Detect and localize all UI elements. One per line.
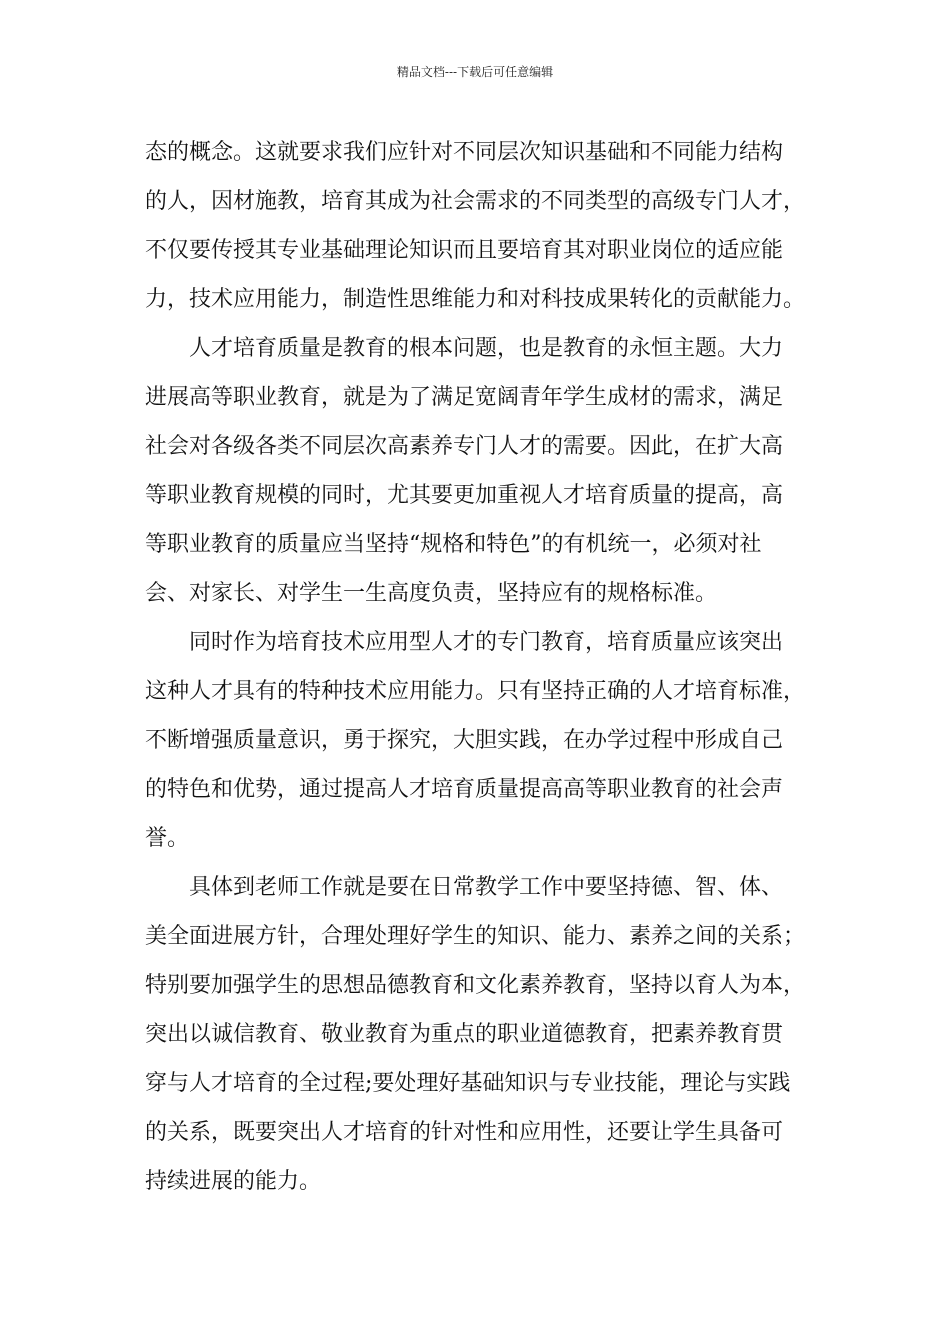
paragraph-line: 美全面进展方针，合理处理好学生的知识、能力、素养之间的关系； xyxy=(145,924,806,949)
paragraph-line: 这种人才具有的特种技术应用能力。只有坚持正确的人才培育标准， xyxy=(145,679,806,704)
paragraph-line: 的人，因材施教，培育其成为社会需求的不同类型的高级专门人才， xyxy=(145,189,806,214)
paragraph-line: 穿与人才培育的全过程;要处理好基础知识与专业技能，理论与实践 xyxy=(145,1071,791,1096)
paragraph-line: 的特色和优势，通过提高人才培育质量提高高等职业教育的社会声 xyxy=(145,777,784,802)
body-text xyxy=(145,128,807,1206)
paragraph-line: 力，技术应用能力，制造性思维能力和对科技成果转化的贡献能力。 xyxy=(145,287,806,312)
paragraph-line: 人才培育质量是教育的根本问题，也是教育的永恒主题。大力 xyxy=(189,336,784,361)
paragraph-line: 等职业教育的质量应当坚持“规格和特色”的有机统一，必须对社 xyxy=(145,532,762,557)
paragraph-line: 的关系，既要突出人才培育的针对性和应用性，还要让学生具备可 xyxy=(145,1120,784,1145)
paragraph-line: 具体到老师工作就是要在日常教学工作中要坚持德、智、体、 xyxy=(189,875,784,900)
paragraph-line: 态的概念。这就要求我们应针对不同层次知识基础和不同能力结构 xyxy=(145,140,784,165)
paragraph-line: 突出以诚信教育、敬业教育为重点的职业道德教育，把素养教育贯 xyxy=(145,1022,784,1047)
page-header: 精品文档---下载后可任意编辑 xyxy=(396,65,554,79)
paragraph-line: 特别要加强学生的思想品德教育和文化素养教育，坚持以育人为本， xyxy=(145,973,806,998)
paragraph-line: 会、对家长、对学生一生高度负责，坚持应有的规格标准。 xyxy=(145,581,718,606)
paragraph-line: 进展高等职业教育，就是为了满足宽阔青年学生成材的需求，满足 xyxy=(145,385,784,410)
paragraph-line: 社会对各级各类不同层次高素养专门人才的需要。因此，在扩大高 xyxy=(145,434,784,459)
paragraph-line: 等职业教育规模的同时，尤其要更加重视人才培育质量的提高，高 xyxy=(145,483,784,508)
paragraph-line: 誉。 xyxy=(145,826,190,851)
paragraph-line: 不断增强质量意识，勇于探究，大胆实践，在办学过程中形成自己 xyxy=(145,728,784,753)
paragraph-line: 不仅要传授其专业基础理论知识而且要培育其对职业岗位的适应能 xyxy=(145,238,784,263)
paragraph-line: 持续进展的能力。 xyxy=(145,1169,322,1194)
paragraph-line: 同时作为培育技术应用型人才的专门教育，培育质量应该突出 xyxy=(189,630,784,655)
